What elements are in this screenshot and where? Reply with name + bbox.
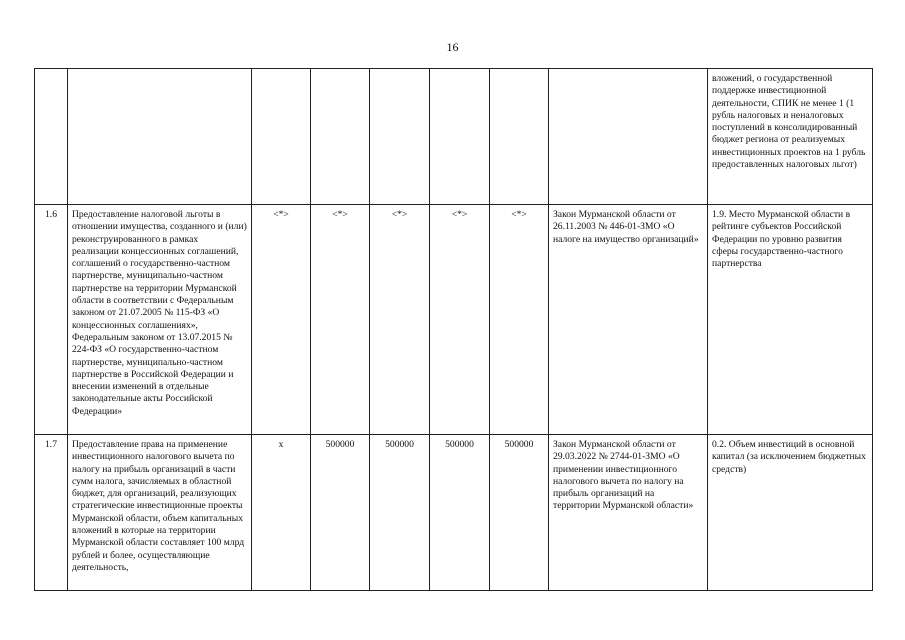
table-row [35,69,873,205]
value-cell: <*> [252,205,311,435]
value-cell: 500000 [490,435,549,591]
page-number: 16 [446,40,459,54]
indicator-text: 1.9. Место Мурманской области в рейтинге субъектов Российской Федерации по уровню развития сферы государственно-частного партнерства [708,205,873,435]
benefits-table [34,68,873,591]
value-cell: <*> [490,205,549,435]
table-row [35,205,873,435]
indicator-text: 0.2. Объем инвестиций в основной капитал (за исключением бюджетных средств) [708,435,873,591]
value-cell: <*> [430,205,490,435]
value-cell [370,69,430,205]
value-cell: 500000 [311,435,370,591]
value-cell [252,69,311,205]
value-cell [311,69,370,205]
value-cell: 500000 [370,435,430,591]
indicator-text: вложений, о государственной поддержке инвестиционной деятельности, СПИК не менее 1 (1 рубль налоговых и неналоговых поступлений в консолидированный бюджет региона от реализуемых инвестиционных проектов на 1 рубль предоставленных налоговых льгот) [708,69,873,205]
value-cell [430,69,490,205]
benefit-description [68,69,252,205]
legal-basis [549,69,708,205]
value-cell: <*> [311,205,370,435]
value-cell: 500000 [430,435,490,591]
table-row [35,435,873,591]
legal-basis: Закон Мурманской области от 26.11.2003 № 446-01-ЗМО «О налоге на имущество организаций» [549,205,708,435]
row-number: 1.6 [35,205,68,435]
value-cell: <*> [370,205,430,435]
benefit-description: Предоставление налоговой льготы в отношении имущества, созданного и (или) реконструированного в рамках реализации концессионных соглашений, соглашений о государственно-частном партнерстве, муниципально-частном партнерстве на территории Мурманской области в соответствии с Федеральным законом от 21.07.2005 № 115-ФЗ «О концессионных соглашениях», Федеральным законом от 13.07.2015 № 224-ФЗ «О государственно-частном партнерстве, муниципально-частном партнерстве в Российской Федерации и внесении изменений в отдельные законодательные акты Российской Федерации» [68,205,252,435]
benefit-description: Предоставление права на применение инвестиционного налогового вычета по налогу на прибыль организаций в части сумм налога, зачисляемых в областной бюджет, для организаций, реализующих стратегические инвестиционные проекты Мурманской области, объем капитальных вложений в которые на территории Мурманской области составляет 100 млрд рублей и более, осуществляющие деятельность, [68,435,252,591]
value-cell [490,69,549,205]
row-number: 1.7 [35,435,68,591]
row-number [35,69,68,205]
legal-basis: Закон Мурманской области от 29.03.2022 № 2744-01-ЗМО «О применении инвестиционного налогового вычета по налогу на прибыль организаций на территории Мурманской области» [549,435,708,591]
value-cell: х [252,435,311,591]
